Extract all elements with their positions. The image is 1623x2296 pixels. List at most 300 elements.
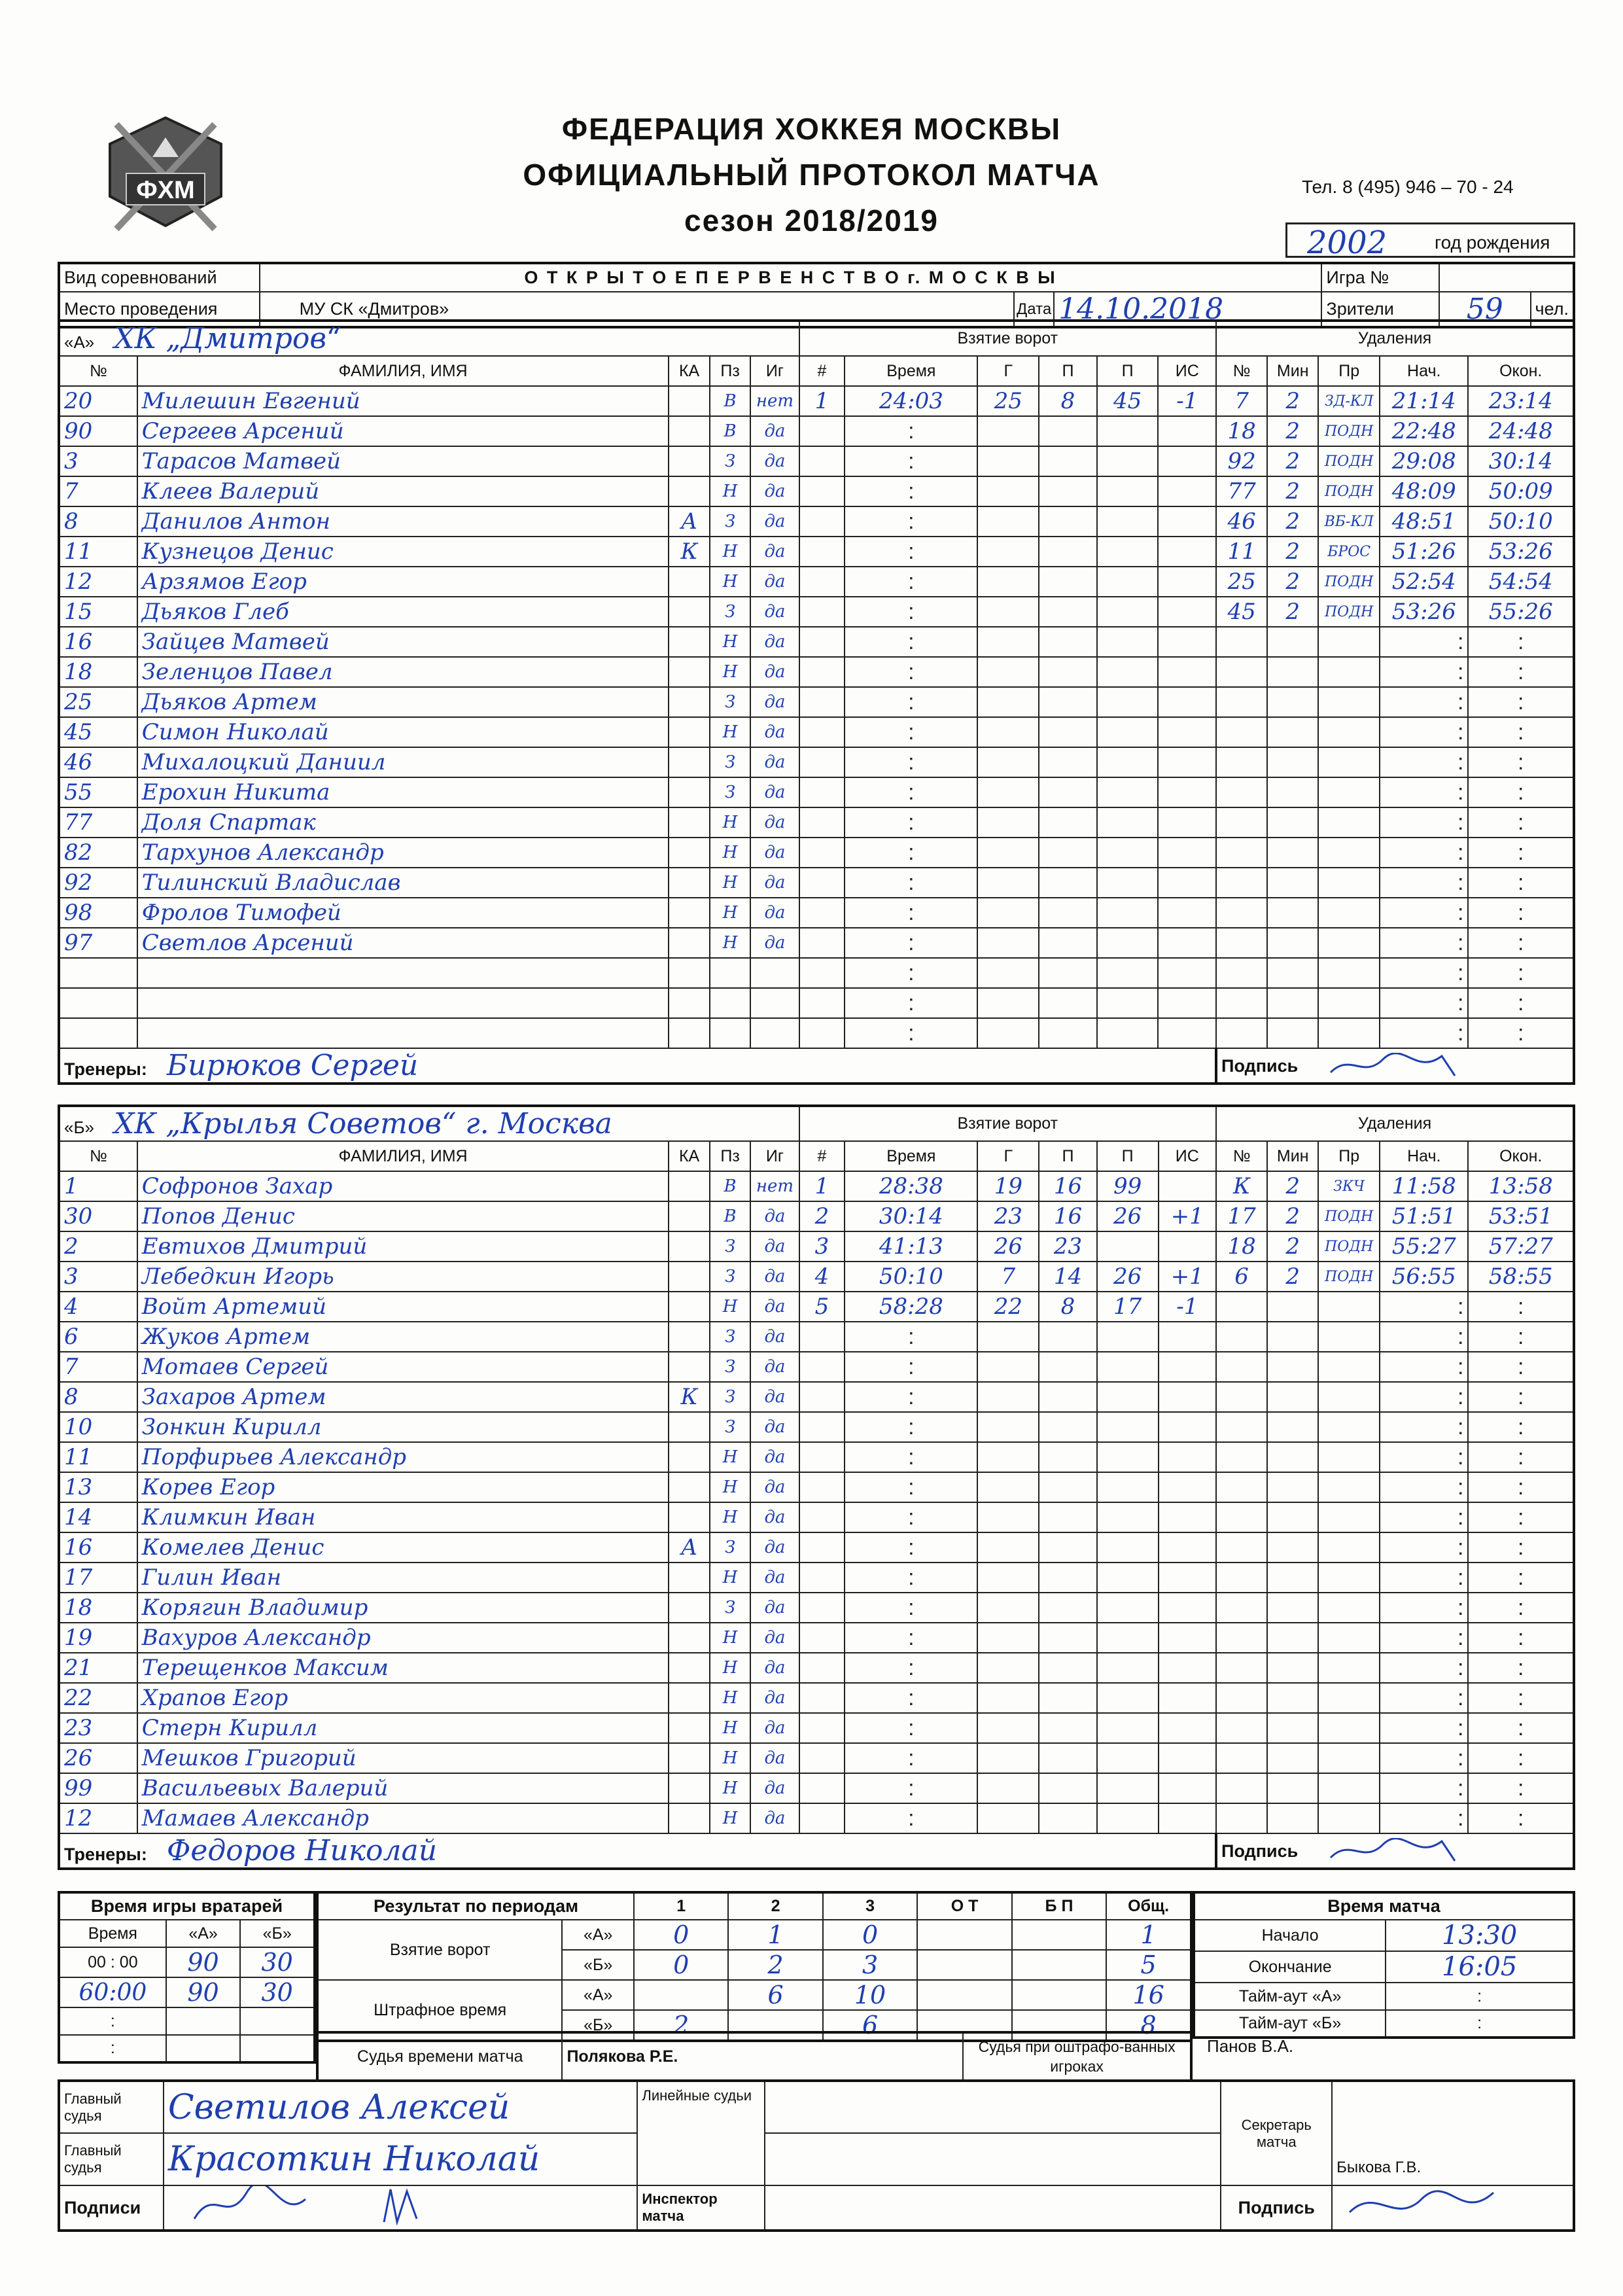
goal-time: : [845,868,977,898]
penalty-end: : [1468,1412,1574,1442]
goal-number [799,1743,845,1773]
penalty-end: : [1468,717,1574,747]
referee-signatures [164,2185,638,2231]
goal-assist-1 [1039,988,1097,1018]
goal-number: 3 [799,1231,845,1262]
goal-strength [1158,506,1216,537]
goal-strength [1158,476,1216,506]
goal-number [799,1502,845,1532]
player-captain: А [669,1532,710,1563]
goal-assist-1 [1039,1382,1097,1412]
penalty-player [1216,1623,1267,1653]
goal-strength [1158,597,1216,627]
player-played: да [750,1292,799,1322]
goal-time: : [845,1563,977,1593]
total-head: Общ. [1106,1892,1191,1920]
player-position: Н [710,717,751,747]
game-number-value [1439,263,1574,292]
penalty-minutes: 2 [1267,1231,1318,1262]
goal-assist-2 [1097,1018,1159,1048]
goal-strength [1158,627,1216,657]
total-cell: 8 [1106,2010,1191,2041]
spectators-unit: чел. [1531,292,1574,327]
goal-number [799,476,845,506]
goal-scorer [977,446,1039,476]
goalie-time-row-time: 00 : 00 [59,1947,166,1977]
goal-number [799,687,845,717]
penalty-end: : [1468,747,1574,777]
col-pen-player-header: № [1216,356,1267,386]
goal-number [799,657,845,687]
penalty-end: : [1468,1743,1574,1773]
col-no-header: № [59,1141,137,1171]
birth-year: 2002 [1307,224,1387,261]
period-cell: 0 [634,1920,728,1950]
player-played: да [750,807,799,838]
player-row [59,537,1574,567]
goalie-time-head-time: Время [59,1920,166,1947]
player-number: 23 [59,1713,137,1743]
penalty-player: 25 [1216,567,1267,597]
penalty-player [1216,657,1267,687]
penalty-start: : [1380,627,1468,657]
goal-strength [1159,1352,1217,1382]
penalty-player [1216,1683,1267,1713]
goal-assist-2 [1097,446,1159,476]
player-played: да [750,627,799,657]
penalty-reason: ЗД-КЛ [1318,386,1380,416]
goal-assist-1 [1039,717,1097,747]
period-2-head: 2 [728,1892,822,1920]
goal-assist-2 [1097,928,1159,958]
player-position: Н [710,807,751,838]
player-position: З [710,1593,751,1623]
col-assist-1-header: П [1039,1141,1097,1171]
player-name: Зайцев Матвей [137,627,669,657]
coach-sign-label: Подпись [1221,1055,1299,1076]
player-name: Сергеев Арсений [137,416,669,446]
penalty-start: : [1380,1623,1468,1653]
penalty-reason [1318,898,1380,928]
player-number: 55 [59,777,137,807]
player-position: З [710,597,751,627]
goal-assist-1 [1039,506,1097,537]
referees-table [58,2079,1575,2232]
goal-time: 41:13 [845,1231,977,1262]
player-number [59,988,137,1018]
player-number: 8 [59,506,137,537]
penalty-reason: ПОДН [1318,597,1380,627]
goal-number [799,1018,845,1048]
player-number: 8 [59,1382,137,1412]
penalty-player [1216,1563,1267,1593]
goal-number [799,928,845,958]
goal-scorer [977,988,1039,1018]
player-name: Храпов Егор [137,1683,669,1713]
penalty-minutes [1267,1773,1318,1803]
player-position: Н [710,928,751,958]
goal-scorer: 22 [977,1292,1039,1322]
penalty-start: 21:14 [1380,386,1468,416]
goal-number [799,1382,845,1412]
goalie-time-row-time: : [59,2007,166,2035]
goal-time: : [845,1412,977,1442]
penalty-end: : [1468,1713,1574,1743]
player-number: 14 [59,1502,137,1532]
goal-scorer [977,506,1039,537]
player-position: З [710,777,751,807]
goal-number [799,1653,845,1683]
goalie-time-table [58,1891,316,2064]
goal-scorer [977,777,1039,807]
goal-scorer [977,567,1039,597]
goal-time: 50:10 [845,1262,977,1292]
penalty-minutes: 2 [1267,506,1318,537]
player-name: Дьяков Глеб [137,597,669,627]
penalty-player [1216,958,1267,988]
goal-strength [1158,446,1216,476]
goal-strength [1158,807,1216,838]
goal-number [799,747,845,777]
goal-strength [1158,567,1216,597]
col-pen-start-header: Нач. [1380,1141,1468,1171]
player-number: 16 [59,1532,137,1563]
team-tag: «А» [562,1920,634,1950]
goalie-time-head-a: «А» [166,1920,241,1947]
player-played: да [750,1683,799,1713]
penalty-minutes [1267,1472,1318,1502]
penalty-minutes [1267,687,1318,717]
player-number: 25 [59,687,137,717]
goal-assist-2 [1097,1623,1159,1653]
player-name: Ерохин Никита [137,777,669,807]
penalty-end: : [1468,627,1574,657]
match-end-value: 16:05 [1386,1951,1574,1983]
penalty-end: 57:27 [1468,1231,1574,1262]
player-played: да [750,1593,799,1623]
player-number: 11 [59,1442,137,1472]
penalty-player [1216,1352,1267,1382]
period-cell: 0 [823,1920,918,1950]
penalty-reason [1318,988,1380,1018]
penalty-box-judge: Панов В.А. [1207,2036,1294,2056]
player-captain [669,386,710,416]
penalty-end: : [1468,657,1574,687]
col-pen-end-header: Окон. [1468,1141,1574,1171]
penalty-minutes [1267,1593,1318,1623]
player-name: Климкин Иван [137,1502,669,1532]
goal-time: : [845,506,977,537]
player-number: 11 [59,537,137,567]
goal-strength [1158,687,1216,717]
player-name: Тархунов Александр [137,838,669,868]
penalty-end: : [1468,1773,1574,1803]
goal-assist-2 [1097,1322,1159,1352]
goal-scorer [977,1623,1039,1653]
goal-scorer [977,1713,1039,1743]
penalty-reason: ПОДН [1318,1262,1380,1292]
player-number: 77 [59,807,137,838]
player-number: 18 [59,1593,137,1623]
penalty-minutes [1267,627,1318,657]
player-played: да [750,747,799,777]
match-start-label: Начало [1194,1920,1386,1951]
penalty-end: 50:09 [1468,476,1574,506]
goal-number [799,1563,845,1593]
goal-assist-1 [1039,1472,1097,1502]
player-name: Михалоцкий Даниил [137,747,669,777]
coach-label: Тренеры: [64,1059,147,1079]
penalty-start: 52:54 [1380,567,1468,597]
player-name: Тилинский Владислав [137,868,669,898]
goalie-time-row-b: 30 [240,1977,315,2007]
player-position: Н [710,1653,751,1683]
goal-scorer [977,627,1039,657]
penalty-minutes [1267,1412,1318,1442]
goal-time: : [845,777,977,807]
goal-assist-2 [1097,1231,1159,1262]
team-tag: «Б» [562,1950,634,1980]
period-cell: 2 [634,2010,728,2041]
goal-number [799,446,845,476]
player-name: Дьяков Артем [137,687,669,717]
col-pen-reason-header: Пр [1318,356,1380,386]
chief-referee-name: Красоткин Николай [164,2133,638,2185]
player-played: да [750,1231,799,1262]
goal-number [799,627,845,657]
goal-assist-1 [1039,687,1097,717]
venue-label: Место проведения [59,292,260,327]
col-pen-minutes-header: Мин [1267,1141,1318,1171]
goal-scorer [977,928,1039,958]
goal-assist-1 [1039,1442,1097,1472]
goal-number [799,1352,845,1382]
player-captain [669,1563,710,1593]
goal-assist-2 [1097,1653,1159,1683]
spectators-value: 59 [1439,292,1531,327]
goal-assist-2 [1097,1593,1159,1623]
penalty-end: : [1468,838,1574,868]
player-captain [669,597,710,627]
penalty-start: : [1380,1018,1468,1048]
competition-value: О Т К Р Ы Т О Е П Е Р В Е Н С Т В О г. М О С К В Ы [260,263,1322,292]
goal-scorer [977,1472,1039,1502]
player-number: 16 [59,627,137,657]
goal-time: : [845,627,977,657]
goal-assist-1 [1039,1623,1097,1653]
penalty-end: : [1468,1563,1574,1593]
penalty-start: : [1380,1502,1468,1532]
goal-assist-1 [1039,1773,1097,1803]
col-position-header: Пз [710,1141,751,1171]
goal-assist-2 [1097,1773,1159,1803]
player-captain [669,657,710,687]
player-name: Попов Денис [137,1201,669,1231]
date-value: 14.10.2018 [1054,292,1321,327]
goal-scorer [977,1018,1039,1048]
penalty-end: : [1468,898,1574,928]
goal-strength [1158,958,1216,988]
goal-assist-1 [1039,1563,1097,1593]
timekeeper-table [316,2031,1193,2082]
player-captain [669,1803,710,1833]
goal-assist-2 [1097,717,1159,747]
penalty-end: : [1468,1018,1574,1048]
player-row [59,1623,1574,1653]
penalty-minutes [1267,988,1318,1018]
player-played: да [750,506,799,537]
goal-scorer [977,1653,1039,1683]
player-name: Терещенков Максим [137,1653,669,1683]
player-played: да [750,597,799,627]
title-season: сезон 2018/2019 [684,203,939,238]
player-name: Доля Спартак [137,807,669,838]
penalty-end: 50:10 [1468,506,1574,537]
penalty-start: : [1380,1292,1468,1322]
goal-assist-2 [1097,958,1159,988]
player-position: Н [710,657,751,687]
player-row [59,1532,1574,1563]
goal-assist-2 [1097,1683,1159,1713]
penalty-end: : [1468,687,1574,717]
secretary-name: Быкова Г.В. [1332,2081,1574,2185]
goal-scorer [977,717,1039,747]
goal-strength [1159,1713,1217,1743]
penalty-minutes [1267,1502,1318,1532]
player-row [59,1743,1574,1773]
player-captain [669,1773,710,1803]
goal-number [799,567,845,597]
spectators-label: Зрители [1321,292,1439,327]
penalty-player: 77 [1216,476,1267,506]
match-start-value: 13:30 [1386,1920,1574,1951]
player-name: Стерн Кирилл [137,1713,669,1743]
player-played: да [750,416,799,446]
col-pen-reason-header: Пр [1318,1141,1380,1171]
period-cell: 1 [728,1920,822,1950]
penalty-end: 13:58 [1468,1171,1574,1201]
player-number: 3 [59,446,137,476]
penalty-reason [1318,1382,1380,1412]
player-number: 99 [59,1773,137,1803]
goalie-time-row-b: 30 [240,1947,315,1977]
goal-number [799,597,845,627]
goal-time: : [845,1502,977,1532]
col-pen-end-header: Окон. [1468,356,1574,386]
player-number [59,1018,137,1048]
penalty-reason [1318,687,1380,717]
goal-strength [1159,1412,1217,1442]
player-played: да [750,838,799,868]
player-played: да [750,1532,799,1563]
player-played: да [750,687,799,717]
player-row [59,807,1574,838]
goal-assist-1 [1039,868,1097,898]
goal-assist-2 [1097,898,1159,928]
player-captain [669,717,710,747]
penalty-player [1216,777,1267,807]
penalty-minutes [1267,807,1318,838]
penalty-player [1216,1713,1267,1743]
goal-time: : [845,1472,977,1502]
penalty-player: 18 [1216,1231,1267,1262]
goal-strength [1158,537,1216,567]
penalty-reason [1318,1322,1380,1352]
player-played: да [750,1472,799,1502]
penalty-end: : [1468,1623,1574,1653]
player-captain [669,1171,710,1201]
chief-referee-label: Главный судья [59,2133,164,2185]
penalty-reason [1318,1803,1380,1833]
goal-scorer [977,1773,1039,1803]
goal-assist-2 [1097,657,1159,687]
penalties-title: Удаления [1216,1106,1574,1141]
goal-number [799,1472,845,1502]
goal-time: : [845,1018,977,1048]
match-end-label: Окончание [1194,1951,1386,1983]
goal-strength [1158,657,1216,687]
player-position: Н [710,1563,751,1593]
col-pen-minutes-header: Мин [1267,356,1318,386]
goal-assist-1: 14 [1039,1262,1097,1292]
goal-time: : [845,657,977,687]
penalty-reason [1318,1653,1380,1683]
goalie-time-title: Время игры вратарей [59,1892,315,1920]
goal-number [799,868,845,898]
player-number: 92 [59,868,137,898]
penalty-start: : [1380,1773,1468,1803]
penalty-minutes [1267,1018,1318,1048]
penalty-start: : [1380,687,1468,717]
penalty-reason [1318,777,1380,807]
goal-scorer [977,807,1039,838]
penalty-minutes [1267,928,1318,958]
penalty-reason [1318,1472,1380,1502]
title-federation: ФЕДЕРАЦИЯ ХОККЕЯ МОСКВЫ [561,112,1062,146]
player-position: Н [710,476,751,506]
penalty-reason: ПОДН [1318,1201,1380,1231]
period-cell [1012,1950,1106,1980]
player-position: В [710,1171,751,1201]
player-row [59,1472,1574,1502]
penalty-end: : [1468,1442,1574,1472]
penalty-minutes: 2 [1267,476,1318,506]
penalty-start: 11:58 [1380,1171,1468,1201]
penalty-start: : [1380,717,1468,747]
penalty-minutes: 2 [1267,416,1318,446]
timeout-b-label: Тайм-аут «Б» [1194,2010,1386,2038]
goal-number [799,1593,845,1623]
goalie-time-row-a: 90 [166,1947,241,1977]
player-number: 18 [59,657,137,687]
goal-scorer [977,537,1039,567]
penalty-start: : [1380,657,1468,687]
goal-time: : [845,687,977,717]
overtime-head: О Т [917,1892,1011,1920]
goal-strength [1159,1623,1217,1653]
penalty-end: 54:54 [1468,567,1574,597]
penalty-reason [1318,1593,1380,1623]
team-tag: «А» [562,1980,634,2010]
player-captain [669,868,710,898]
player-name [137,1018,669,1048]
col-strength-header: ИС [1158,356,1216,386]
goal-assist-2 [1097,416,1159,446]
player-position: Н [710,1683,751,1713]
inspector-signature [765,2185,1221,2231]
goal-time: 24:03 [845,386,977,416]
penalty-reason [1318,807,1380,838]
